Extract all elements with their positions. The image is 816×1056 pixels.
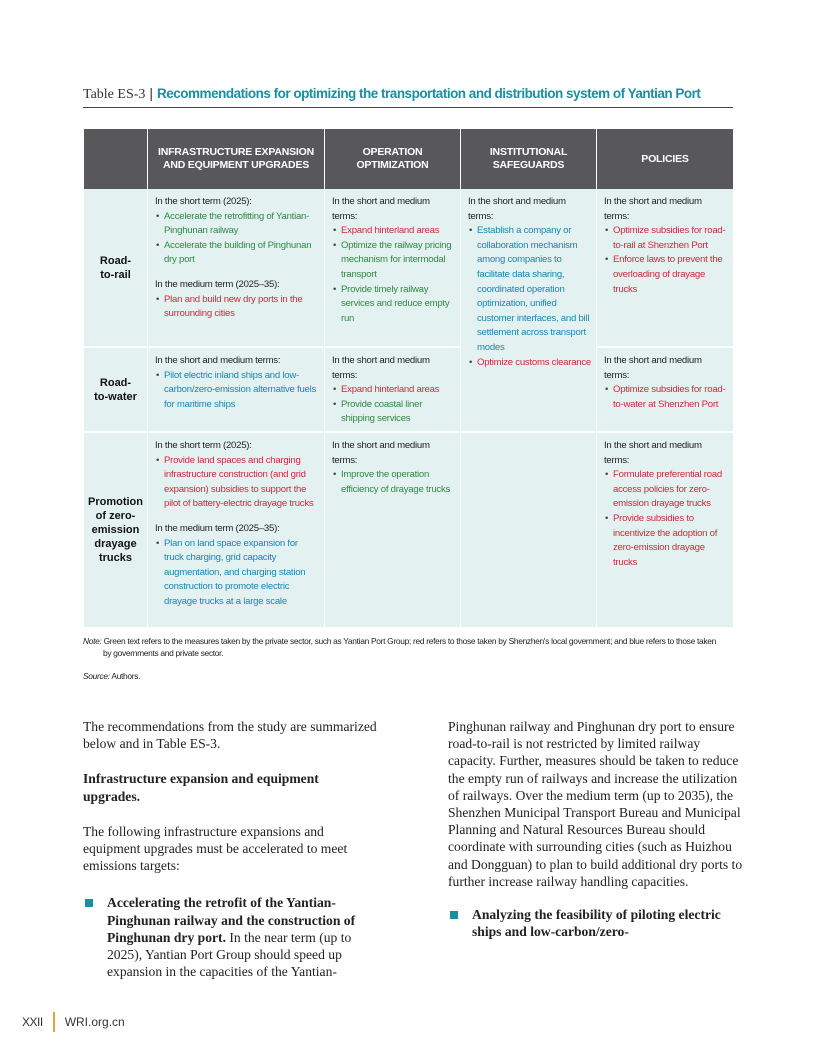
table-title: Recommendations for optimizing the transportation and distribution system of Yantian Port <box>157 86 701 101</box>
list-item: • Plan on land space expansion for truck charging, grid capacity augmentation, and charging station construction to promote electric drayage trucks at a large scale <box>164 537 319 610</box>
bullet-list <box>468 224 591 370</box>
cell-intro: In the short and medium terms: <box>332 196 430 222</box>
list-item: • Optimize customs clearance <box>477 356 591 371</box>
bullet-list <box>155 454 319 512</box>
list-item: • Optimize subsidies for road-to-water at Shenzhen Port <box>613 383 728 412</box>
bullet-heading: Accelerating the retrofit of the Yantian-Pinghunan railway and the construction of Pinghunan dry port. <box>107 895 356 945</box>
bullet-list <box>332 383 455 427</box>
list-item: • Provide land spaces and charging infrastructure construction (and grid expansion) subsidies to support the pilot of battery-electric drayage trucks <box>164 454 319 512</box>
bullet-paragraph <box>83 894 378 980</box>
cell-intro: In the short and medium terms: <box>332 355 430 381</box>
bullet-list <box>332 468 455 497</box>
page-footer <box>22 1012 125 1032</box>
header-infrastructure: INFRASTRUCTURE EXPANSION AND EQUIPMENT UPGRADES <box>148 129 325 189</box>
cell-rail-policies <box>597 189 733 346</box>
footer-divider <box>53 1012 55 1032</box>
caption-rule <box>83 107 733 108</box>
bullet-list <box>155 369 319 413</box>
cell-intro: In the short and medium terms: <box>604 440 702 466</box>
table-note <box>83 635 733 659</box>
list-item: • Expand hinterland areas <box>341 224 455 239</box>
bullet-list <box>155 537 319 610</box>
list-item: • Establish a company or collaboration mechanism among companies to facilitate data sharing, coordinated operation optimization, unified customer interfaces, and bill settlement across transport modes <box>477 224 591 355</box>
bullet-list <box>604 224 728 297</box>
row-label-road-to-water: Road-to-water <box>84 346 148 431</box>
list-item: • Pilot electric inland ships and low-carbon/zero-emission alternative fuels for maritime ships <box>164 369 319 413</box>
list-item: • Optimize subsidies for road-to-rail at Shenzhen Port <box>613 224 728 253</box>
list-item: • Expand hinterland areas <box>341 383 455 398</box>
list-item: • Provide timely railway services and reduce empty run <box>341 283 455 327</box>
list-item: • Accelerate the building of Pinghunan dry port <box>164 239 319 268</box>
source-label: Source: <box>83 671 110 681</box>
cell-intro: In the medium term (2025–35): <box>155 278 280 290</box>
paragraph: The recommendations from the study are summarized below and in Table ES-3. <box>83 719 377 752</box>
cell-intro: In the short and medium terms: <box>604 355 702 381</box>
cell-intro: In the short and medium terms: <box>468 196 566 222</box>
cell-intro: In the short term (2025): <box>155 196 252 207</box>
bullet-list <box>604 468 728 570</box>
cell-trucks-institutional-empty <box>461 431 597 627</box>
note-label: Note: <box>83 636 102 646</box>
source-text: Authors. <box>111 671 141 681</box>
bullet-heading: Analyzing the feasibility of piloting electric ships and low-carbon/zero- <box>472 907 721 940</box>
note-text-continued: by governments and private sector. <box>103 648 224 658</box>
note-text: Green text refers to the measures taken by the private sector, such as Yantian Port Group; red refers to those taken by Shenzhen's local government; and blue refers to those taken <box>103 636 716 646</box>
table-source <box>83 671 140 681</box>
header-operation: OPERATION OPTIMIZATION <box>325 129 461 189</box>
header-policies: POLICIES <box>597 129 733 189</box>
cell-rail-operation <box>325 189 461 346</box>
bullet-paragraph <box>448 906 743 940</box>
cell-intro: In the short term (2025): <box>155 440 252 451</box>
body-column-left <box>83 718 378 980</box>
cell-water-operation <box>325 346 461 431</box>
cell-trucks-policies <box>597 431 733 627</box>
cell-trucks-operation <box>325 431 461 627</box>
site-link[interactable]: WRI.org.cn <box>64 1015 125 1029</box>
header-corner <box>84 129 148 189</box>
bullet-list <box>155 210 319 268</box>
recommendations-table <box>84 129 733 627</box>
list-item: • Accelerate the retrofitting of Yantian-Pinghunan railway <box>164 210 319 239</box>
row-label-road-to-rail: Road-to-rail <box>84 189 148 346</box>
section-heading: Infrastructure expansion and equipment upgrades. <box>83 771 319 804</box>
table-label: Table ES-3 <box>83 87 146 102</box>
list-item: • Plan and build new dry ports in the surrounding cities <box>164 293 319 322</box>
cell-intro: In the short and medium terms: <box>155 355 281 366</box>
caption-separator: | <box>149 85 154 101</box>
cell-intro: In the short and medium terms: <box>604 196 702 222</box>
bullet-text: In the near term (up to 2025), Yantian Port Group should speed up expansion in the capacities of the Yantian- <box>107 929 352 980</box>
cell-trucks-infrastructure <box>148 431 325 627</box>
list-item: • Provide subsidies to incentivize the adoption of zero-emission drayage trucks <box>613 512 728 570</box>
bullet-list <box>155 293 319 322</box>
paragraph-continued: Pinghunan railway and Pinghunan dry port to ensure road-to-rail is not restricted by limited railway capacity. Further, measures should be taken to reduce the empty run of railways and increase the utilization of railways. Over the medium term (up to 2035), the Shenzhen Municipal Transport Bureau and Municipal Planning and Natural Resources Bureau should coordinate with surrounding cities (such as Huizhou and Dongguan) to plan to build additional dry ports to further increase railway handling capacities. <box>448 719 743 889</box>
list-item: • Provide coastal liner shipping services <box>341 398 455 427</box>
list-item: • Formulate preferential road access policies for zero-emission drayage trucks <box>613 468 728 512</box>
list-item: • Improve the operation efficiency of drayage trucks <box>341 468 455 497</box>
header-institutional: INSTITUTIONAL SAFEGUARDS <box>461 129 597 189</box>
body-column-right <box>448 718 743 940</box>
cell-institutional <box>461 189 597 431</box>
cell-water-policies <box>597 346 733 431</box>
list-item: • Optimize the railway pricing mechanism for intermodal transport <box>341 239 455 283</box>
bullet-list <box>332 224 455 326</box>
page-number: XXII <box>22 1015 43 1029</box>
list-item: • Enforce laws to prevent the overloading of drayage trucks <box>613 253 728 297</box>
bullet-list <box>604 383 728 412</box>
paragraph: The following infrastructure expansions and equipment upgrades must be accelerated to meet emissions targets: <box>83 823 348 874</box>
cell-intro: In the medium term (2025–35): <box>155 522 280 534</box>
row-label-zero-emission-trucks: Promotion of zero-emission drayage trucks <box>84 431 148 627</box>
cell-water-infrastructure <box>148 346 325 431</box>
cell-rail-infrastructure <box>148 189 325 346</box>
table-caption <box>83 84 733 104</box>
cell-intro: In the short and medium terms: <box>332 440 430 466</box>
